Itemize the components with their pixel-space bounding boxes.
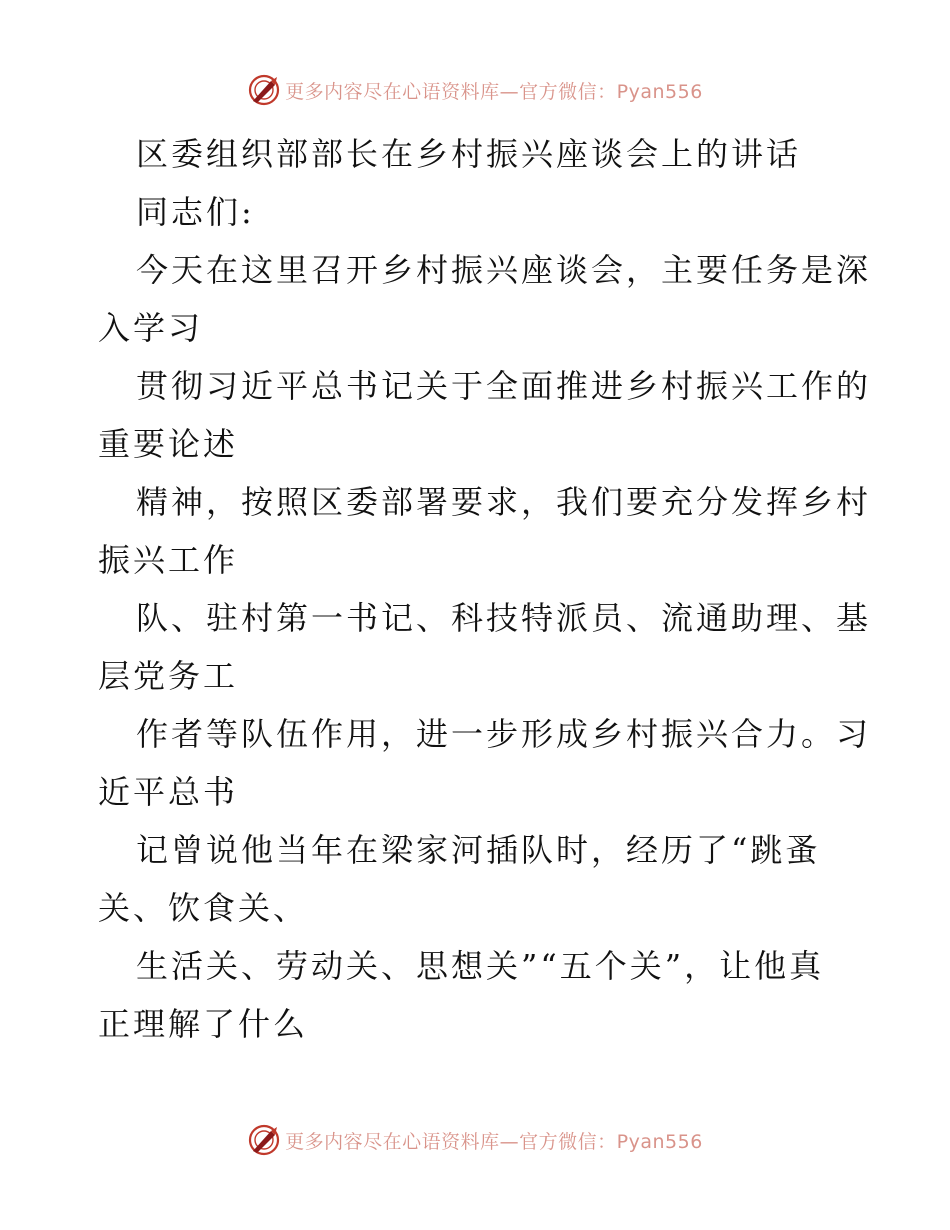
header-banner bbox=[0, 70, 950, 110]
paragraph-line: 重要论述 bbox=[98, 425, 239, 463]
paragraph-line: 入学习 bbox=[98, 309, 204, 347]
paragraph-line: 贯彻习近平总书记关于全面推进乡村振兴工作的 bbox=[136, 367, 872, 405]
paragraph-line: 振兴工作 bbox=[98, 541, 239, 579]
paragraph-line: 近平总书 bbox=[98, 773, 239, 811]
footer-banner bbox=[0, 1120, 950, 1160]
paragraph-line: 正理解了什么 bbox=[98, 1005, 309, 1043]
paragraph-line: 关、饮食关、 bbox=[98, 889, 309, 927]
pen-logo-icon bbox=[247, 73, 281, 107]
document-body bbox=[98, 125, 872, 1053]
paragraph-line: 生活关、劳动关、思想关”“五个关”，让他真 bbox=[136, 947, 825, 985]
paragraph-line: 队、驻村第一书记、科技特派员、流通助理、基 bbox=[136, 599, 872, 637]
document-title: 区委组织部部长在乡村振兴座谈会上的讲话 bbox=[136, 135, 802, 173]
pen-logo-icon bbox=[247, 1123, 281, 1157]
salutation: 同志们: bbox=[136, 193, 255, 231]
footer-banner-text: 更多内容尽在心语资料库—官方微信：Pyan556 bbox=[285, 1130, 703, 1153]
paragraph-line: 今天在这里召开乡村振兴座谈会，主要任务是深 bbox=[136, 251, 872, 289]
paragraph-line: 精神，按照区委部署要求，我们要充分发挥乡村 bbox=[136, 483, 872, 521]
paragraph-line: 记曾说他当年在梁家河插队时，经历了“跳蚤 bbox=[136, 831, 821, 869]
paragraph-line: 作者等队伍作用，进一步形成乡村振兴合力。习 bbox=[136, 715, 872, 753]
header-banner-text: 更多内容尽在心语资料库—官方微信：Pyan556 bbox=[285, 80, 703, 103]
paragraph-line: 层党务工 bbox=[98, 657, 239, 695]
